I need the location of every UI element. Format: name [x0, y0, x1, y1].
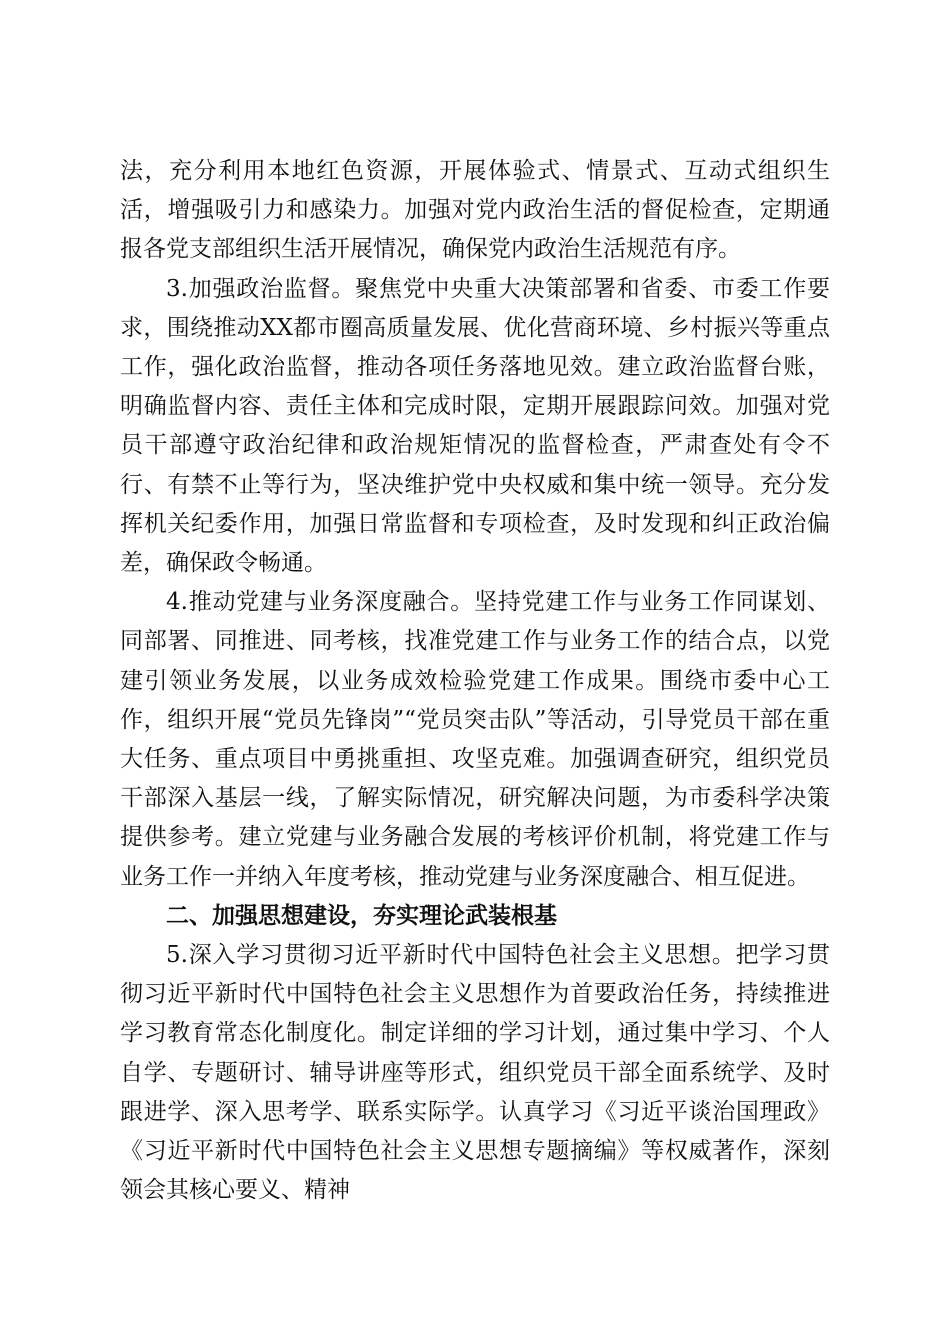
- document-body: [120, 152, 830, 1210]
- section-heading: 二、加强思想建设，夯实理论武装根基: [166, 902, 557, 929]
- paragraph-party-business-integration: 4.推动党建与业务深度融合。坚持党建工作与业务工作同谋划、同部署、同推进、同考核，找准党建工作与业务工作的结合点，以党建引领业务发展，以业务成效检验党建工作成果。围绕市委中心工作，组织开展“党员先锋岗”“党员突击队”等活动，引导党员干部在重大任务、重点项目中勇挑重担、攻坚克难。加强调查研究，组织党员干部深入基层一线，了解实际情况，研究解决问题，为市委科学决策提供参考。建立党建与业务融合发展的考核评价机制，将党建工作与业务工作一并纳入年度考核，推动党建与业务深度融合、相互促进。: [120, 589, 830, 890]
- paragraph-political-supervision: 3.加强政治监督。聚焦党中央重大决策部署和省委、市委工作要求，围绕推动XX都市圈高质量发展、优化营商环境、乡村振兴等重点工作，强化政治监督，推动各项任务落地见效。建立政治监督台账，明确监督内容、责任主体和完成时限，定期开展跟踪问效。加强对党员干部遵守政治纪律和政治规矩情况的监督检查，严肃查处有令不行、有禁不止等行为，坚决维护党中央权威和集中统一领导。充分发挥机关纪委作用，加强日常监督和专项检查，及时发现和纠正政治偏差，确保政令畅通。: [120, 275, 830, 577]
- paragraph-study-thought: 5.深入学习贯彻习近平新时代中国特色社会主义思想。把学习贯彻习近平新时代中国特色社会主义思想作为首要政治任务，持续推进学习教育常态化制度化。制定详细的学习计划，通过集中学习、个人自学、专题研讨、辅导讲座等形式，组织党员干部全面系统学、及时跟进学、深入思考学、联系实际学。认真学习《习近平谈治国理政》《习近平新时代中国特色社会主义思想专题摘编》等权威著作，深刻领会其核心要义、精神: [120, 942, 830, 1204]
- paragraph-continuation: 法，充分利用本地红色资源，开展体验式、情景式、互动式组织生活，增强吸引力和感染力。加强对党内政治生活的督促检查，定期通报各党支部组织生活开展情况，确保党内政治生活规范有序。: [120, 158, 830, 263]
